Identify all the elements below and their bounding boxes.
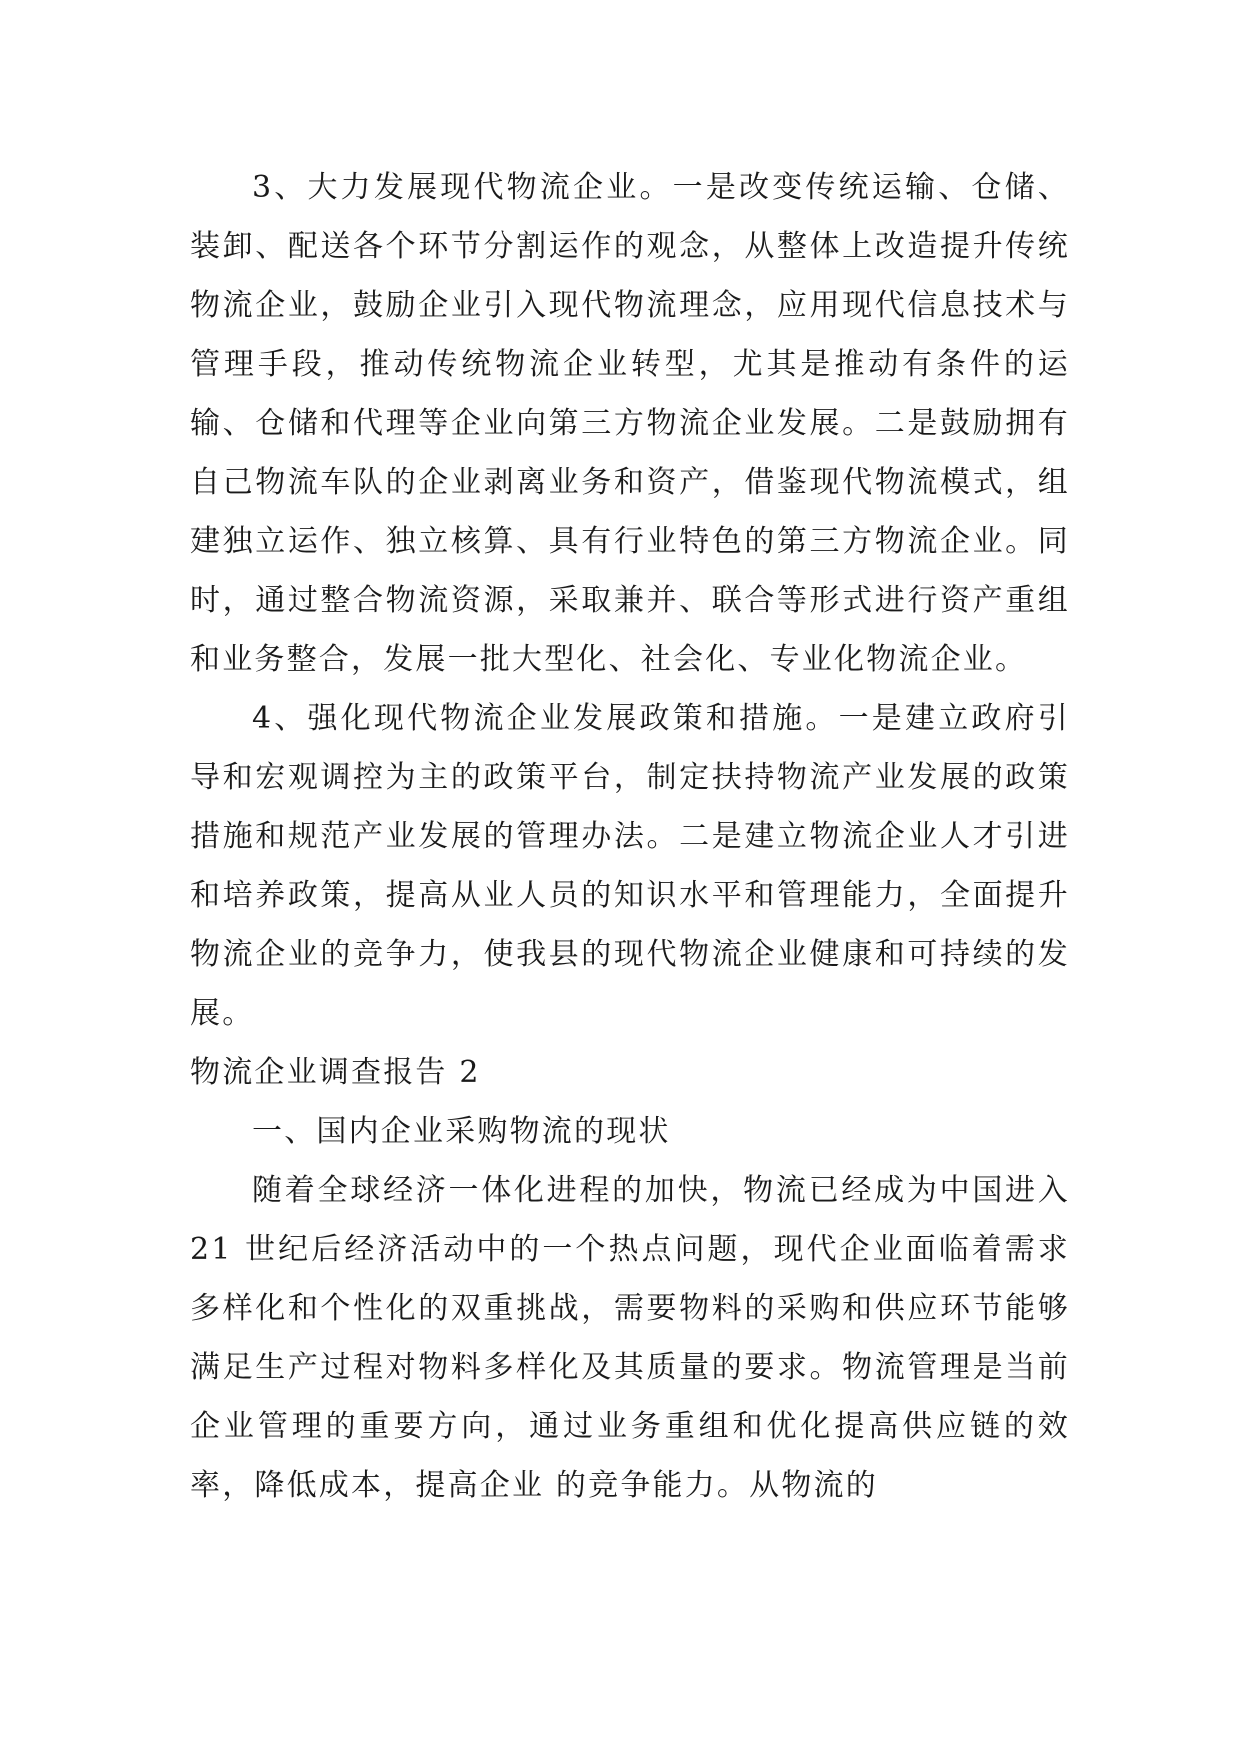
document-body — [190, 158, 1070, 1515]
section-heading: 一、国内企业采购物流的现状 — [252, 1114, 671, 1149]
paragraph-3-develop-logistics: 3、大力发展现代物流企业。一是改变传统运输、仓储、装卸、配送各个环节分割运作的观念，从整体上改造提升传统物流企业，鼓励企业引入现代物流理念，应用现代信息技术与管理手段，推动传统物流企业转型，尤其是推动有条件的运输、仓储和代理等企业向第三方物流企业发展。二是鼓励拥有自己物流车队的企业剥离业务和资产，借鉴现代物流模式，组建独立运作、独立核算、具有行业特色的第三方物流企业。同时，通过整合物流资源，采取兼并、联合等形式进行资产重组和业务整合，发展一批大型化、社会化、专业化物流企业。 — [190, 170, 1070, 677]
report-title: 物流企业调查报告 2 — [190, 1055, 481, 1090]
paragraph-current-status: 随着全球经济一体化进程的加快，物流已经成为中国进入 21 世纪后经济活动中的一个热点问题，现代企业面临着需求多样化和个性化的双重挑战，需要物料的采购和供应环节能够满足生产过程对物料多样化及其质量的要求。物流管理是当前企业管理的重要方向，通过业务重组和优化提高供应链的效率，降低成本，提高企业 的竞争能力。从物流的 — [190, 1173, 1070, 1503]
paragraph-4-policy-measures: 4、强化现代物流企业发展政策和措施。一是建立政府引导和宏观调控为主的政策平台，制定扶持物流产业发展的政策措施和规范产业发展的管理办法。二是建立物流企业人才引进和培养政策，提高从业人员的知识水平和管理能力，全面提升物流企业的竞争力，使我县的现代物流企业健康和可持续的发展。 — [190, 701, 1070, 1031]
